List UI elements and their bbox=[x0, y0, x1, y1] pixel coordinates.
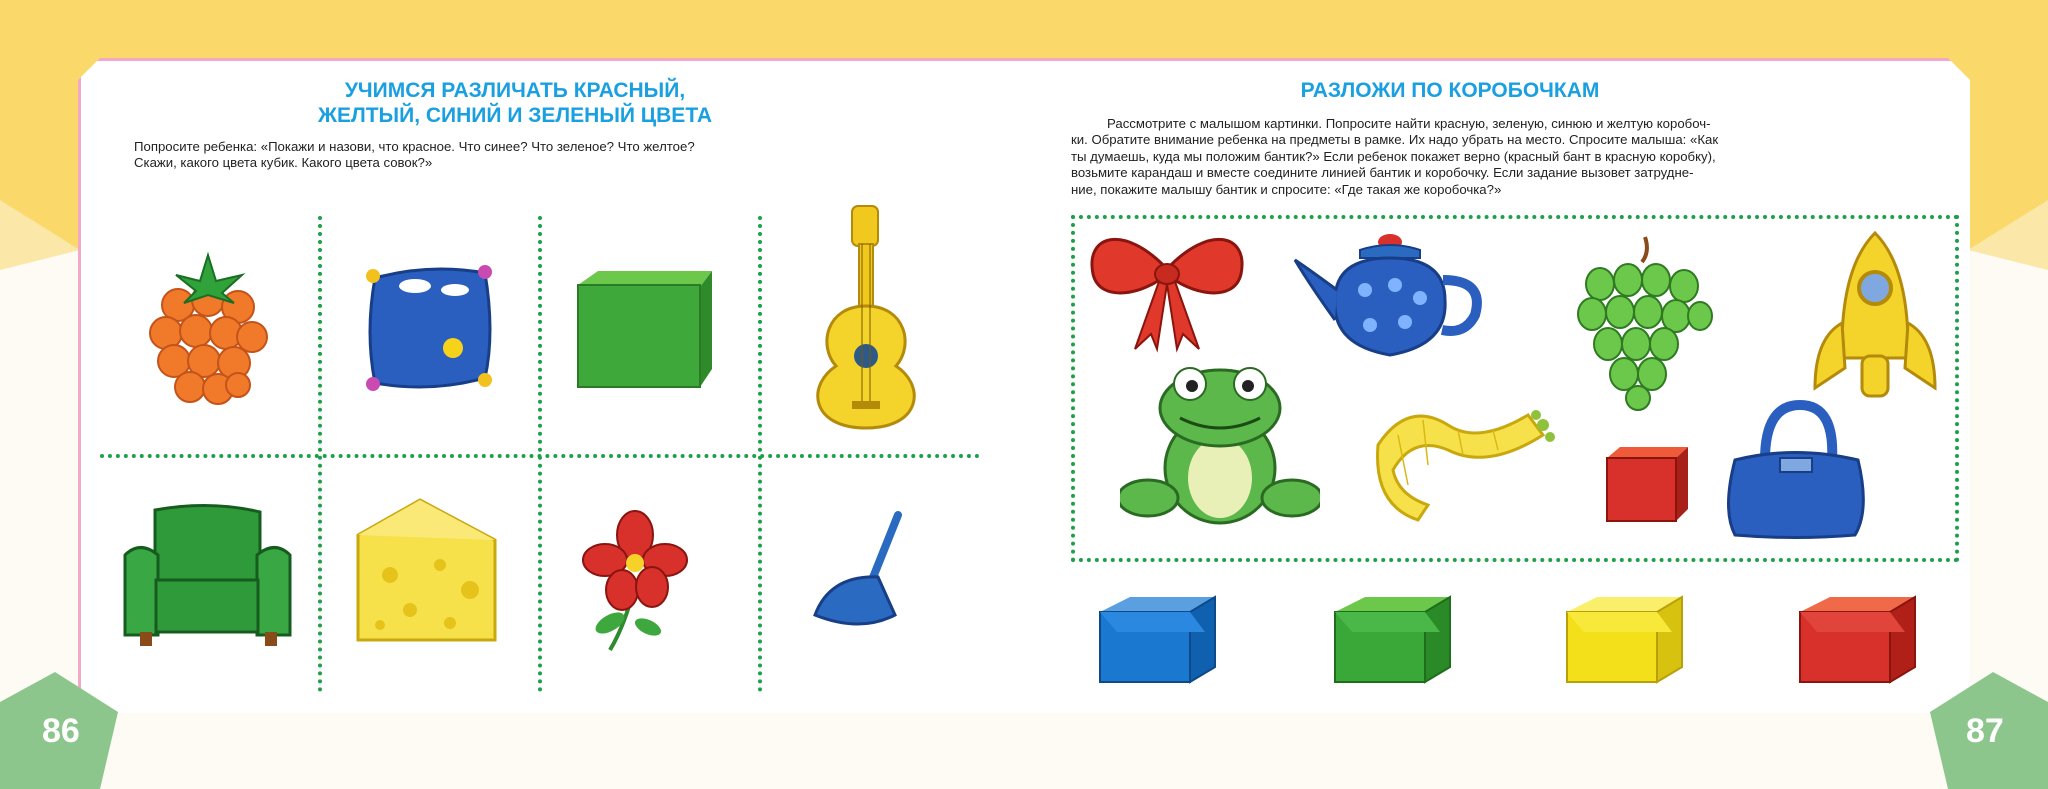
green-frog-image bbox=[1120, 358, 1320, 538]
left-yellow-wedge bbox=[0, 200, 80, 270]
left-instruction-line-1: Попросите ребенка: «Покажи и назови, что красное. Что синее? Что зеленое? Что желтое? bbox=[134, 139, 695, 154]
right-page-title: РАЗЛОЖИ ПО КОРОБОЧКАМ bbox=[1300, 79, 1600, 102]
scoop-image bbox=[810, 505, 920, 635]
right-instruction-line-4: возьмите карандаш и вместе соедините линией бантик и коробочку. Если задание вызовет затрудне- bbox=[1071, 165, 1694, 181]
left-instruction-line-2: Скажи, какого цвета кубик. Какого цвета совок?» bbox=[134, 155, 433, 171]
right-yellow-wedge bbox=[1968, 200, 2048, 270]
blue-bag-image bbox=[1720, 400, 1870, 540]
pillow-image bbox=[345, 248, 515, 408]
grid-divider-h bbox=[100, 454, 980, 458]
blue-box-image bbox=[1095, 592, 1225, 687]
right-instruction-line-1: Рассмотрите с малышом картинки. Попросите найти красную, зеленую, синюю и желтую коробоч- bbox=[1107, 116, 1711, 131]
raspberry-image bbox=[138, 245, 278, 415]
red-cube-image bbox=[1602, 443, 1692, 525]
right-instruction-line-3: ты думаешь, куда мы положим бантик?» Если ребенок покажет верно (красный бант в красную коробку), bbox=[1071, 148, 1716, 164]
page-number-right: 87 bbox=[1966, 712, 2004, 750]
green-box-image bbox=[1330, 592, 1460, 687]
green-grapes-image bbox=[1570, 232, 1720, 412]
blue-teapot-image bbox=[1290, 230, 1490, 370]
yellow-rocket-image bbox=[1810, 228, 1940, 403]
cheese-image bbox=[350, 495, 500, 645]
yellow-box-image bbox=[1562, 592, 1692, 687]
green-cube-image bbox=[570, 265, 720, 395]
right-instruction-line-2: ки. Обратите внимание ребенка на предметы в рамке. Их надо убрать на место. Спросите малыша: «Как bbox=[1071, 132, 1719, 148]
yellow-scarf-image bbox=[1368, 395, 1568, 525]
page-number-left: 86 bbox=[42, 712, 80, 750]
left-title-line-1: УЧИМСЯ РАЗЛИЧАТЬ КРАСНЫЙ, bbox=[344, 79, 686, 102]
armchair-image bbox=[120, 500, 295, 650]
right-instruction-line-5: ние, покажите малышу бантик и спросите: «Где такая же коробочка?» bbox=[1071, 181, 1502, 197]
red-bow-image bbox=[1085, 224, 1250, 354]
left-instruction bbox=[134, 139, 774, 172]
guitar-image bbox=[796, 196, 946, 436]
flower-image bbox=[580, 505, 690, 655]
red-box-image bbox=[1795, 592, 1925, 687]
left-title-line-2: ЖЕЛТЫЙ, СИНИЙ И ЗЕЛЕНЫЙ ЦВЕТА bbox=[318, 104, 712, 127]
right-instruction bbox=[1071, 116, 1791, 198]
left-page-title bbox=[290, 78, 740, 128]
